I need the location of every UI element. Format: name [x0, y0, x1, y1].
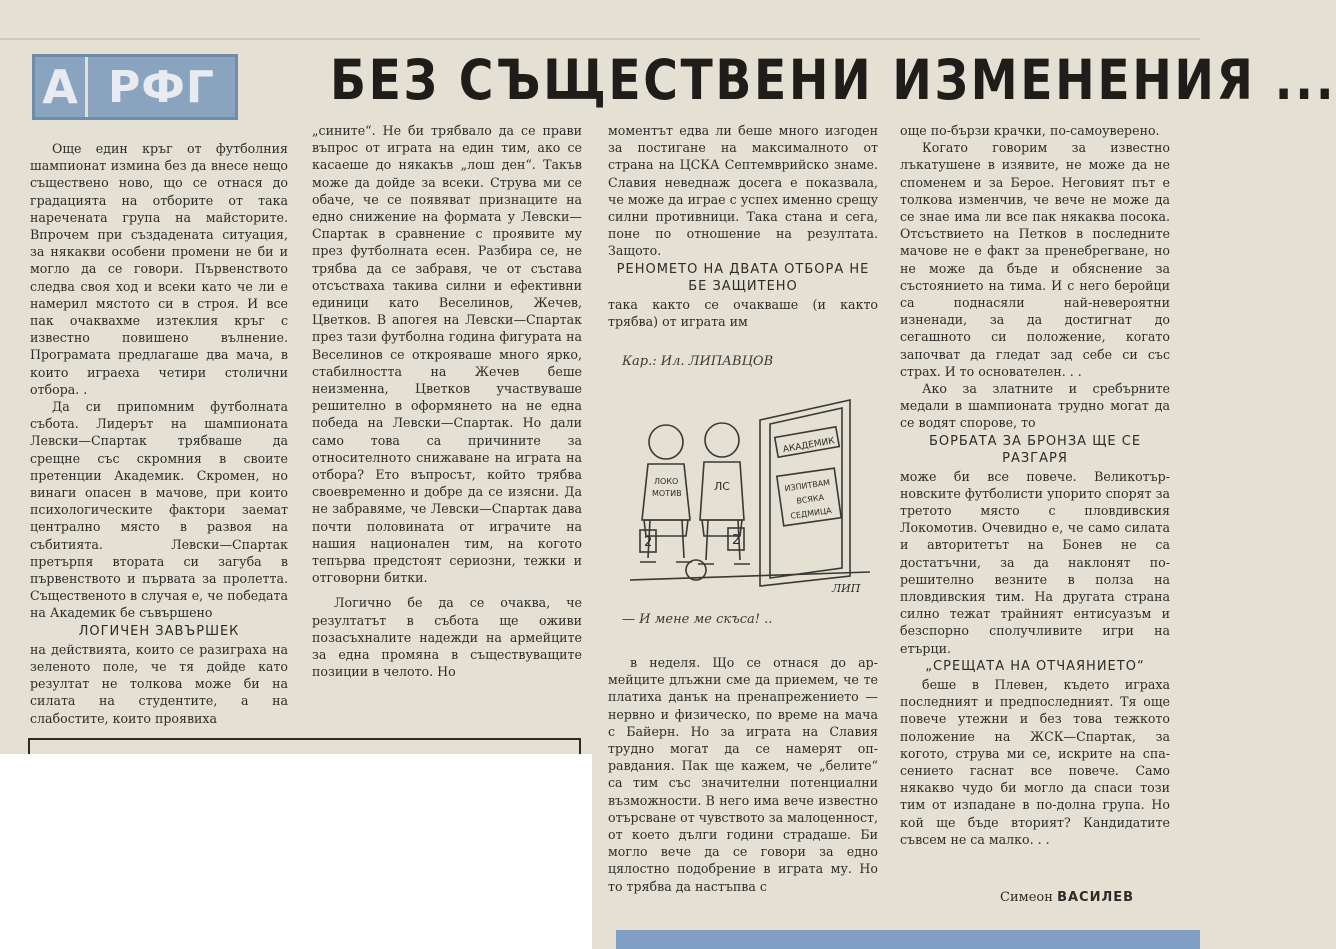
rubric-logo — [32, 54, 238, 120]
door-panel — [770, 408, 842, 578]
paragraph: може би все повече. Великотърновските футболисти упорито спорят за третото място с пловдивския Локомотив. Очевидно е, че само силата и авторитетът на Бонев не са достатъчни, за да наклонят по-решително везните в полза на пловдивския тим. На другата страна силно тежат трайният ентисуазъм и безспорно сполучливите игри на етърци. — [900, 468, 1170, 656]
subheading: БОРБАТА ЗА БРОНЗА ЩЕ СЕ РАЗГАРЯ — [928, 433, 1142, 466]
bottom-blue-bar — [616, 930, 1200, 949]
paragraph: „сините“. Не би трябвало да се прави въпрос от играта на един тим, ако се касаеше до някакъв „лош ден“. Такъв може да дойде за всеки. Струва ми се обаче, че се появяват признаците на едно снижение на формата у Левски—Спартак в сравнение с проявите му през футболната есен. Разбира се, не трябва да се забравя, че от състава отсъстваха такива силни и ефективни единици като Веселинов, Жечев, Цветков. В апогея на Левски—Спартак през тази футболна година фигурата на Веселинов се открояваше много ярко, стабилността на Жечев беше неизменна, Цветков участвуваше решително в оформянето на не една победа на Левски—Спартак. Но дали само това са причините за относителното снижаване на играта на отбора? Ето въпросът, който трябва своевременно и добре да се изясни. Да не забравяме, че Левски—Спартак дава почти половината от играчите на нашия национален тим, на когото тепърва предстоят сериозни, тежки и отговорни битки. — [312, 123, 582, 586]
artist-mark: ЛИП — [832, 582, 861, 595]
paragraph: в неделя. Що се отнася до армейците длъжни сме да приемем, че те платиха данък на пренапрежението — нервно и физическо, по време на мача с Байерн. Но за играта на Славия трудно могат да се намерят оправдания. Пак ще кажем, че „белите“ са тим със значителни потенциални възможности. В него има вече известно отърсване от чувството за малоценност, от което дълги години страдаше. Би могло вече да се говори за едно цялостно подобрение в играта му. Но то трябва да настъпва с — [608, 655, 878, 894]
door-sign-text: АКАДЕМИК — [782, 436, 836, 456]
boots — [640, 562, 750, 564]
cartoon-illustration — [610, 380, 890, 606]
paragraph: Ако за златните и сребърните медали в шампионата трудно могат да се водят спорове, то — [900, 381, 1170, 431]
paragraph: Логично бе да се очаква, че резултатът в събота ще оживи позасъхналите надежди на армейците за една промяна в съществуващите позиции в челото. Но — [312, 595, 582, 680]
player1-number: 2 — [644, 535, 653, 550]
article-headline: БЕЗ СЪЩЕСТВЕНИ ИЗМЕНЕНИЯ ... — [330, 48, 1336, 112]
paragraph: Когато говорим за известно лъкатушене в изявите, не може да не споменем и за Берое. Неговият път е толкова изменчив, че вече не може да се знае има ли все пак някаква посока. Отсъствието на Петков в последните мачове не е факт за пренебрегване, но не може да бъде и обяснение за състоянието на тима. И с него беройци са поднасяли най-невероятни изненади, за да достигнат до сегашното си положение, когато започват да гледат зад себе си със страх. И то основателен. . . — [900, 140, 1170, 379]
author-first-name: Симеон — [1000, 890, 1053, 905]
player2-shirt-text: ЛС — [714, 480, 730, 493]
blank-area — [0, 754, 592, 949]
paragraph: още по-бързи крачки, по-самоуверено. — [900, 123, 1160, 138]
door-note-line3: СЕДМИЦА — [789, 506, 833, 521]
subheading: РЕНОМЕТО НА ДВАТА ОТБОРА НЕ БЕ ЗАЩИТЕНО — [616, 261, 870, 294]
subheading: ЛОГИЧЕН ЗАВЪРШЕК — [78, 623, 240, 639]
ground-line — [630, 572, 870, 580]
author-last-name: ВАСИЛЕВ — [1057, 890, 1135, 905]
player2-number: 2 — [732, 533, 741, 548]
paragraph: моментът едва ли беше много изгоден за постигане на максималното от страна на ЦСКА Септемврийско знаме. Славия неведнаж досега е показвала, че може да играе с успех именно срещу силни противници. Така стана и сега, поне по отношение на резултата. Защото. — [608, 123, 878, 259]
cartoon-credit: Кар.: Ил. ЛИПАВЦОВ — [622, 354, 774, 369]
rubric-logo-letter: А — [35, 57, 88, 117]
player1-shirt-line2: МОТИВ — [652, 489, 682, 498]
author-signature — [1000, 890, 1134, 905]
paragraph: беше в Плевен, където играха последният и предпоследният. Тя още повече утежни и без това тежкото положение на ЖСК—Спартак, за когото, струва ми се, искрите на спасението гаснат все повече. Само някакво чудо би могло да спаси този тим от изпадане в по-долна група. Но кой ще бъде вторият? Кандидатите съвсем не са малко. . . — [900, 676, 1170, 847]
paragraph: на действията, които се разиграха на зеленото поле, че тя дойде като резултат не толкова може би на силата на студентите, а на слабостите, които проявиха — [30, 641, 288, 726]
column-2 — [312, 122, 582, 730]
column-1 — [30, 140, 288, 730]
column-3-bottom — [608, 654, 878, 916]
door-note-line1: ИЗПИТВАМ — [783, 477, 831, 494]
column-4 — [900, 122, 1170, 888]
paragraph: Още един кръг от футболния шампионат измина без да внесе нещо съществено ново, що се отнася до градацията на отборите от така наречената група на майсторите. Впрочем при създадената ситуация, за някакви особени промени не би и могло да се говори. Първенството следва своя ход и всеки като че ли е намерил мястото си в строя. И все пак очаквахме изтеклия кръг с известно повишено вълнение. Програмата предлагаше два мача, в които играеха четири столични отбора. . — [30, 141, 288, 397]
cartoon-caption: — И мене ме скъса! .. — [622, 612, 773, 627]
column-3-top — [608, 122, 878, 344]
paragraph: Да си припомним футболната събота. Лидерът на шампионата Левски—Спартак трябваше да срещне със скромния в своите претенции Академик. Скромен, но винаги опасен в мачове, при които психологическите фактори заемат централно място в развоя на събитията. Левски—Спартак претърпя втората си загуба в първенството и първата за пролетта. Същественото в случая е, че победата на Академик бе съвършено — [30, 399, 288, 621]
rubric-logo-text: РФГ — [108, 61, 215, 113]
door-note-line2: ВСЯКА — [795, 492, 825, 506]
player2-head — [705, 423, 739, 457]
player1-shirt-line1: ЛОКО — [654, 477, 679, 486]
paragraph: така както се очакваше (и както трябва) от играта им — [608, 296, 878, 329]
subheading: „СРЕЩАТА НА ОТЧАЯНИЕТО“ — [925, 658, 1145, 674]
player1-head — [649, 425, 683, 459]
